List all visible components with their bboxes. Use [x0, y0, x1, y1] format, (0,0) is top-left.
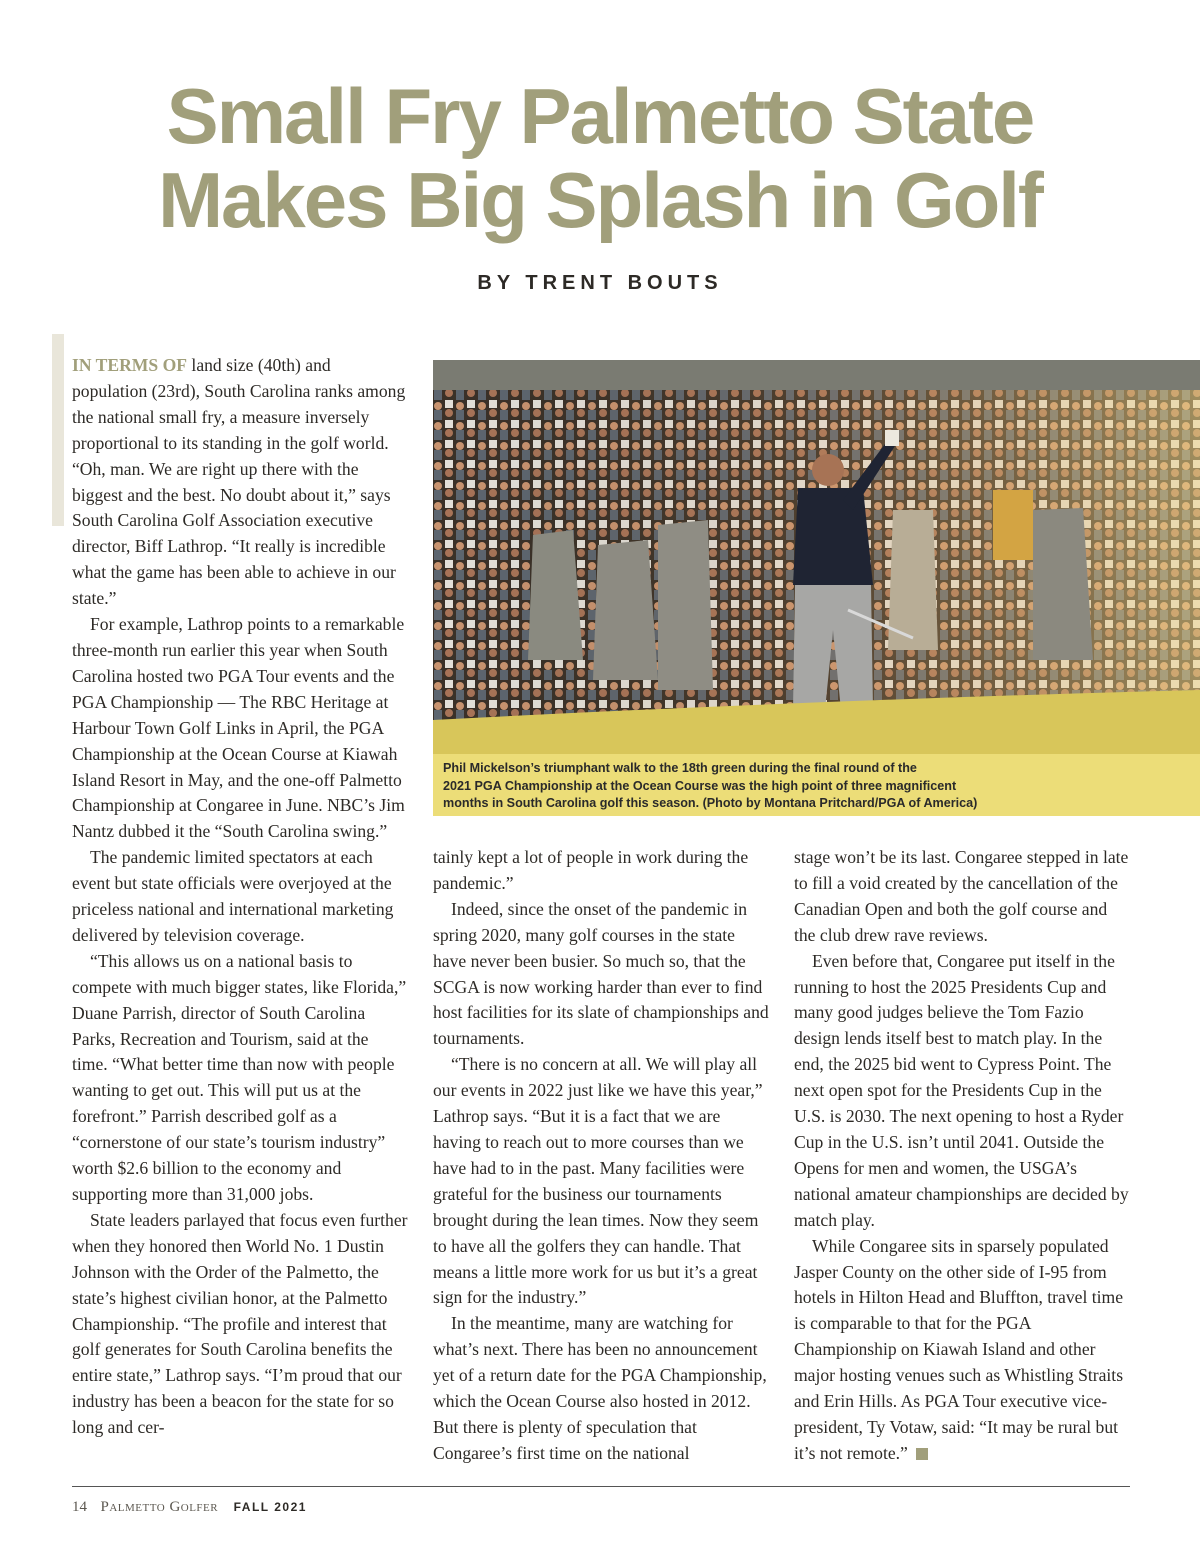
issue-label: FALL 2021 [233, 1500, 307, 1514]
page-footer [72, 1499, 307, 1519]
article-column-2 [433, 845, 769, 1467]
article-paragraph: “This allows us on a national basis to compete with much bigger states, like Florida,” Duane Parrish, director of South Carolina Parks, Recreation and Tourism, said at the time. “What better time than now with people wanting to get out. This will put us at the forefront.” Parrish described golf as a “cornerstone of our state’s tourism industry” worth $2.6 billion to the economy and supporting more than 31,000 jobs. [72, 950, 407, 1204]
article-paragraph: For example, Lathrop points to a remarkable three-month run earlier this year when South Carolina hosted two PGA Tour events and the PGA Championship — The RBC Heritage at Harbour Town Golf Links in April, the PGA Championship at the Ocean Course at Kiawah Island Resort in May, and the one-off Palmetto Championship at Congaree in June. NBC’s Jim Nantz dubbed it the “South Carolina swing.” [72, 614, 405, 842]
article-paragraph [794, 1234, 1130, 1467]
page-number: 14 [72, 1499, 87, 1515]
article-paragraph: State leaders parlayed that focus even further when they honored then World No. 1 Dustin Johnson with the Order of the Palmetto, the state’s highest civilian honor, at the Palmetto Championship. “The profile and interest that golf generates for South Carolina benefits the entire state,” Lathrop says. “I’m proud that our industry has been a beacon for the state for so long and cer- [72, 1209, 408, 1438]
article-paragraph: stage won’t be its last. Congaree stepped in late to fill a void created by the cancellation of the Canadian Open and both the golf course and the club drew rave reviews. [794, 847, 1129, 945]
article-paragraph [72, 353, 408, 612]
drop-cap-bar [52, 334, 64, 526]
article-title-line1: Small Fry Palmetto State [166, 72, 1034, 160]
photo-caption [433, 754, 1200, 816]
end-mark-icon [916, 1448, 928, 1460]
caption-line: Phil Mickelson’s triumphant walk to the 18th green during the final round of the [443, 761, 917, 775]
article-title-line2: Makes Big Splash in Golf [158, 156, 1042, 244]
article-paragraph: The pandemic limited spectators at each event but state officials were overjoyed at the priceless national and international marketing delivered by television coverage. [72, 847, 394, 945]
article-paragraph: tainly kept a lot of people in work during the pandemic.” [433, 847, 749, 893]
photo-illustration [433, 360, 1200, 754]
lead-in: IN TERMS OF [72, 355, 188, 375]
article-paragraph: Indeed, since the onset of the pandemic in spring 2020, many golf courses in the state have never been busier. So much so, that the SCGA is now working harder than ever to find host facilities for its slate of championships and tournaments. [433, 898, 769, 1049]
article-title [0, 74, 1200, 242]
article-paragraph: Even before that, Congaree put itself in the running to host the 2025 Presidents Cup and many good judges believe the Tom Fazio design lends itself best to match play. In the end, the 2025 bid went to Cypress Point. The next open spot for the Presidents Cup in the U.S. is 2030. The next opening to host a Ryder Cup in the U.S. isn’t until 2041. Outside the Opens for men and women, the USGA’s national amateur championships are decided by match play. [794, 950, 1129, 1230]
magazine-name: Palmetto Golfer [100, 1499, 219, 1515]
article-column-3 [794, 845, 1130, 1467]
byline: BY TRENT BOUTS [477, 272, 723, 294]
paragraph-text: While Congaree sits in sparsely populated Jasper County on the other side of I-95 from hotels in Hilton Head and Bluffton, travel time is comparable to that for the PGA Championship on Kiawah Island and other major hosting venues such as Whistling Straits and Erin Hills. As PGA Tour executive vice-president, Ty Votaw, said: “It may be rural but it’s not remote.” [794, 1235, 1124, 1463]
caption-line: 2021 PGA Championship at the Ocean Course was the high point of three magnificent [443, 778, 957, 793]
caption-line: months in South Carolina golf this season. (Photo by Montana Pritchard/PGA of America) [443, 796, 978, 810]
article-paragraph: In the meantime, many are watching for what’s next. There has been no announcement yet of a return date for the PGA Championship, which the Ocean Course also hosted in 2012. But there is plenty of speculation that Congaree’s first time on the national [433, 1313, 767, 1463]
footer-divider [72, 1486, 1130, 1487]
crowd-photo [433, 360, 1200, 754]
article-paragraph: “There is no concern at all. We will play all our events in 2022 just like we have this year,” Lathrop says. “But it is a fact that we are having to reach out to more courses than we have had to in the past. Many facilities were grateful for the business our tournaments brought during the lean times. Now they seem to have all the golfers they can handle. That means a little more work for us but it’s a great sign for the industry.” [433, 1054, 763, 1308]
paragraph-text: land size (40th) and population (23rd), South Carolina ranks among the national small fry, a measure inversely proportional to its standing in the golf world. “Oh, man. We are right up there with the biggest and the best. No doubt about it,” says South Carolina Golf Association executive director, Biff Lathrop. “It really is incredible what the game has been able to achieve in our state.” [72, 355, 406, 609]
article-column-1 [72, 353, 408, 1441]
